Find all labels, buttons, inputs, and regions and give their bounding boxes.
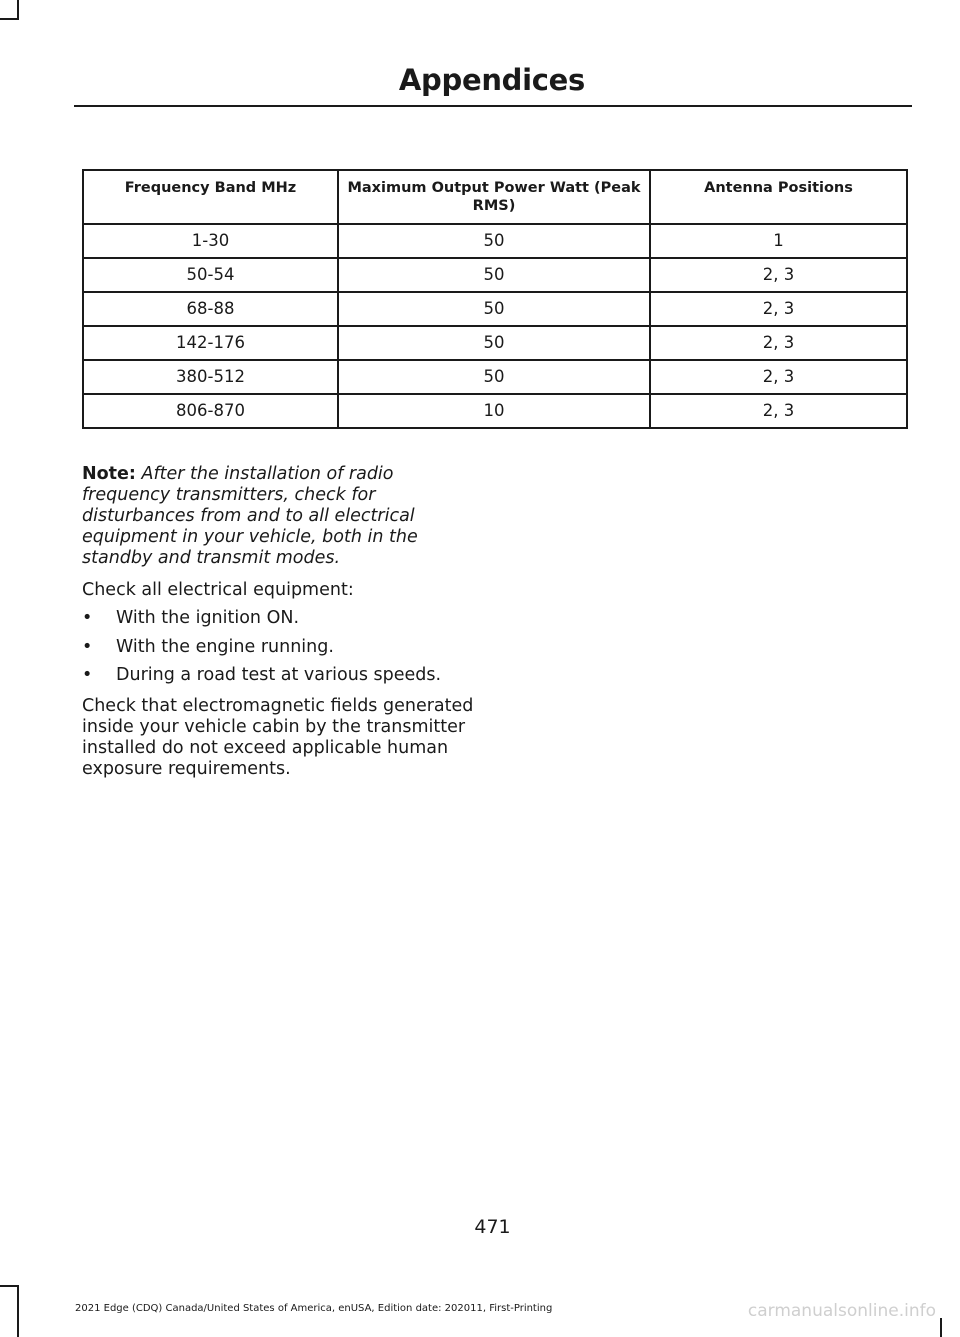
page-number: 471 [474,1216,511,1238]
cell-power: 50 [338,224,650,258]
cell-frequency: 1-30 [83,224,338,258]
column-header-frequency: Frequency Band MHz [83,170,338,224]
cell-antenna: 2, 3 [650,326,907,360]
cell-antenna: 2, 3 [650,292,907,326]
check-list [82,608,502,694]
crop-mark-bottom-right [940,1318,942,1337]
table-row [83,224,907,258]
header-divider [74,105,912,107]
note-label: Note: [82,464,136,484]
cell-frequency: 68-88 [83,292,338,326]
cell-antenna: 2, 3 [650,258,907,292]
cell-power: 50 [338,292,650,326]
cell-power: 50 [338,326,650,360]
cell-frequency: 380-512 [83,360,338,394]
table-row [83,394,907,428]
list-item-text: With the engine running. [116,636,334,657]
list-item [82,637,502,658]
cell-frequency: 50-54 [83,258,338,292]
table-row [83,326,907,360]
cell-frequency: 806-870 [83,394,338,428]
list-item-text: With the ignition ON. [116,608,300,628]
cell-frequency: 142-176 [83,326,338,360]
table-row [83,292,907,326]
cell-antenna: 1 [650,224,907,258]
cell-power: 50 [338,258,650,292]
cell-power: 50 [338,360,650,394]
bullet-icon: • [82,665,93,685]
cell-antenna: 2, 3 [650,394,907,428]
bullet-icon: • [82,608,93,628]
table-header-row [83,170,907,224]
crop-mark-bottom-left [17,1285,19,1337]
crop-mark-top-left [17,0,19,18]
table-row [83,258,907,292]
cell-power: 10 [338,394,650,428]
closing-paragraph: Check that electromagnetic fields generated inside your vehicle cabin by the transmitter installed do not exceed applicable human exposure requirements. [82,696,474,779]
checks-intro: Check all electrical equipment: [82,580,354,600]
frequency-table [82,169,908,429]
table-row [83,360,907,394]
watermark: carmanualsonline.info [747,1301,936,1321]
column-header-antenna: Antenna Positions [650,170,907,224]
note-paragraph [82,464,482,569]
list-item-text: During a road test at various speeds. [116,665,442,685]
list-item [82,608,502,629]
bullet-icon: • [82,636,93,657]
page-title: Appendices [398,63,585,97]
column-header-power: Maximum Output Power Watt (Peak RMS) [338,170,650,224]
crop-mark-top-left [0,18,19,20]
note-text: After the installation of radio frequency transmitters, check for disturbances from and to all electrical equipment in your vehicle, both in the standby and transmit modes. [82,464,418,568]
crop-mark-bottom-left [0,1285,19,1287]
edition-footer: 2021 Edge (CDQ) Canada/United States of America, enUSA, Edition date: 202011, First-Printing [75,1303,553,1314]
cell-antenna: 2, 3 [650,360,907,394]
list-item [82,665,502,686]
